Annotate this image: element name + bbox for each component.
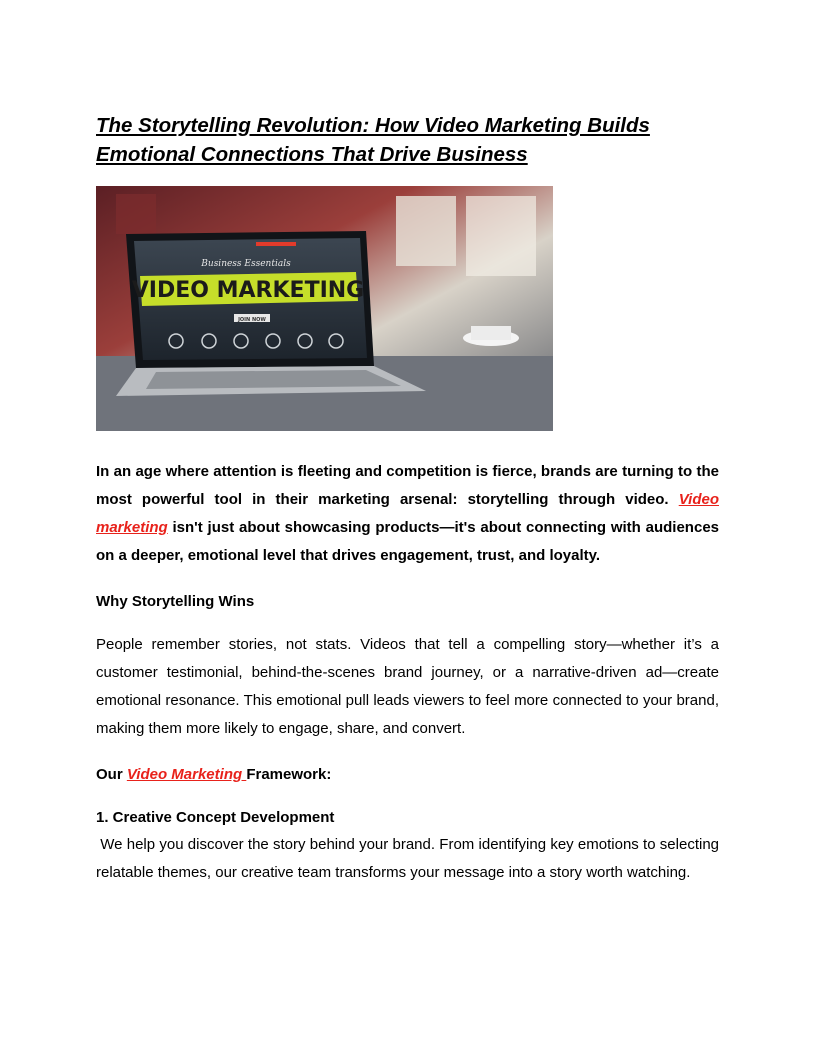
section-heading-why-storytelling: Why Storytelling Wins [96, 593, 255, 610]
document-body [96, 111, 724, 887]
page-title: The Storytelling Revolution: How Video Marketing Builds Emotional Connections That Drive Business [96, 114, 650, 166]
framework-suffix: Framework: [246, 766, 332, 783]
intro-text-1: In an age where attention is fleeting and competition is fierce, brands are turning to the most powerful tool in their marketing arsenal: storytelling through video. [96, 463, 719, 508]
screen-headline-text: VIDEO MARKETING [131, 278, 365, 303]
step-1-body: We help you discover the story behind your brand. From identifying key emotions to selecting relatable themes, our creative team transforms your message into a story worth watching. [96, 836, 724, 881]
step-1-title: 1. Creative Concept Development [96, 809, 335, 826]
intro-paragraph [96, 458, 719, 570]
screen-button-text: JOIN NOW [238, 317, 266, 323]
intro-text-2: isn't just about showcasing products—it's about connecting with audiences on a deeper, emotional level that drives engagement, trust, and loyalty. [96, 519, 719, 564]
hero-image-video-marketing-laptop [96, 186, 553, 431]
video-marketing-link[interactable]: Video marketing [96, 491, 719, 536]
why-storytelling-paragraph: People remember stories, not stats. Videos that tell a compelling story—whether it’s a customer testimonial, behind-the-scenes brand journey, or a narrative-driven ad—create emotional resonance. This emotional pull leads viewers to feel more connected to your brand, making them more likely to engage, share, and convert. [96, 636, 719, 737]
laptop-illustration [96, 186, 553, 431]
video-marketing-framework-link[interactable]: Video Marketing [126, 766, 247, 783]
screen-script-text: Business Essentials [201, 259, 291, 269]
framework-heading [96, 761, 719, 789]
framework-prefix: Our [96, 766, 127, 783]
